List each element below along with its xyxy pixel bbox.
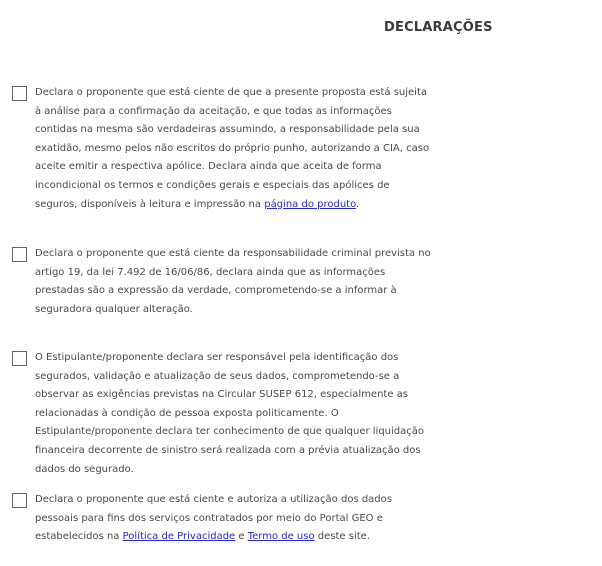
declaration-1-checkbox[interactable] [12,86,27,101]
terms-of-use-link[interactable]: Termo de uso [247,531,315,543]
declaration-4-text-middle: e [235,531,248,543]
declaration-1-text [35,84,431,214]
privacy-policy-link[interactable]: Política de Privacidade [122,531,236,543]
declaration-4-text-before: Declara o proponente que está ciente e autoriza a utilização dos dados pessoais para fins dos serviços contratados por meio do Portal GEO e estabelecidos na [35,494,392,543]
declaration-1-text-before: Declara o proponente que está ciente de que a presente proposta está sujeita à análise para a confirmação da aceitação, e que todas as informações contidas na mesma são verdadeiras assumindo, a responsabilidade pela sua exatidão, mesmo pelos não escritos do próprio punho, autorizando a CIA, caso aceite emitir a respectiva apólice. Declara ainda que aceita de forma incondicional os termos e condições gerais e especiais das apólices de seguros, disponíveis à leitura e impressão na [35,87,430,210]
declaration-3-text: O Estipulante/proponente declara ser responsável pela identificação dos segurados, validação e atualização de seus dados, comprometendo-se a observar as exigências previstas na Circular SUSEP 612, especialmente as relacionadas à condição de pessoa exposta politicamente. O Estipulante/proponente declara ter conhecimento de que qualquer liquidação financeira decorrente de sinistro será realizada com a prévia atualização dos dados do segurado. [35,352,425,475]
declaration-4-text-after: deste site. [314,531,370,543]
declaration-4-checkbox[interactable] [12,493,27,508]
product-page-link[interactable]: página do produto [264,198,357,210]
declaration-2-checkbox[interactable] [12,247,27,262]
declaration-3-checkbox[interactable] [12,351,27,366]
declaration-2-text: Declara o proponente que está ciente da responsabilidade criminal prevista no artigo 19, da lei 7.492 de 16/06/86, declara ainda que as informações prestadas são a expressão da verdade, comprometendo-se a informar à seguradora qualquer alteração. [35,248,431,315]
page-title: DECLARAÇÕES [384,20,493,35]
declaration-1-text-after: . [356,198,360,210]
declaration-4-text [35,491,431,547]
